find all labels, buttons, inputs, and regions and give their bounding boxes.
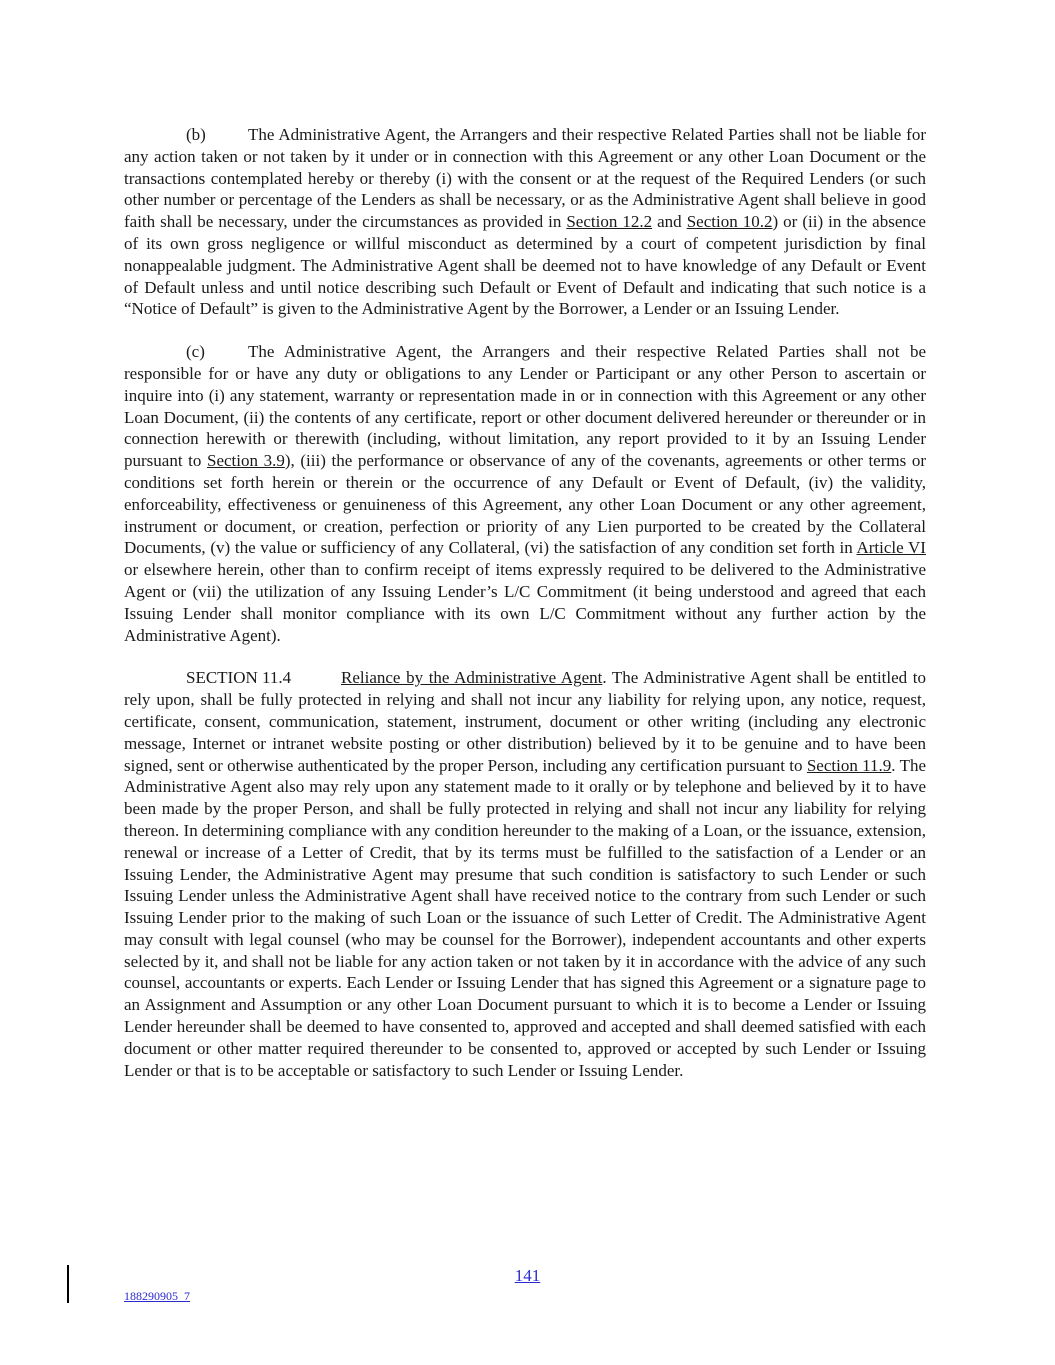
cross-ref-section-11-9: Section 11.9	[806, 755, 892, 775]
paragraph-b-label: (b)	[186, 125, 206, 144]
paragraph-b	[124, 124, 926, 320]
paragraph-c	[124, 341, 926, 646]
paragraph-b-text-2: and	[652, 212, 687, 232]
paragraph-c-text-1: The Administrative Agent, the Arrangers and their respective Related Parties shall not be responsible for or have any duty or obligations to any Lender or Participant or any other Person to ascertain or inquire into (i) any statement, warranty or representation made in or in connection with this Agreement or any other Loan Document, (ii) the contents of any certificate, report or other document delivered hereunder or thereunder or in connection herewith or therewith (including, without limitation, any report provided to it by an Issuing Lender pursuant to	[124, 342, 926, 471]
paragraph-c-text-2: ), (iii) the performance or observance of any of the covenants, agreements or other terms or conditions set forth herein or therein or the occurrence of any Default or Event of Default, (iv) the validity, enforceability, effectiveness or genuineness of this Agreement, any other Loan Document or any other agreement, instrument or document, or creation, perfection or priority of any Lien purported to be created by the Collateral Documents, (v) the value or sufficiency of any Collateral, (vi) the satisfaction of any condition set forth in	[124, 451, 926, 558]
paragraph-c-text-3: or elsewhere herein, other than to confirm receipt of items expressly required to be delivered to the Administrative Agent or (vii) the utilization of any Issuing Lender’s L/C Commitment (it being understood and agreed that each Issuing Lender shall monitor compliance with its own L/C Commitment without any further action by the Administrative Agent).	[124, 560, 926, 645]
section-11-4-heading: Reliance by the Administrative Agent	[341, 668, 603, 688]
section-11-4	[124, 667, 926, 1081]
document-body	[124, 124, 926, 1102]
paragraph-b-text-1: The Administrative Agent, the Arrangers and their respective Related Parties shall not be liable for any action taken or not taken by it under or in connection with this Agreement or any other Loan Document or the transactions contemplated hereby or thereby (i) with the consent or at the request of the Required Lenders (or such other number or percentage of the Lenders as shall be necessary, or as the Administrative Agent shall believe in good faith shall be necessary, under the circumstances as provided in	[124, 125, 926, 232]
cross-ref-section-3-9: Section 3.9	[207, 451, 285, 471]
cross-ref-section-12-2: Section 12.2	[566, 212, 653, 232]
document-id[interactable]: 188290905_7	[124, 1289, 190, 1303]
section-11-4-text-1: . The Administrative Agent shall be entitled to rely upon, shall be fully protected in relying and shall not incur any liability for relying upon, any notice, request, certificate, consent, communication, statement, instrument, document or other writing (including any electronic message, Internet or intranet website posting or other distribution) believed by it to be genuine and to have been signed, sent or otherwise authenticated by the proper Person, including any certification pursuant to	[124, 668, 927, 775]
section-11-4-label: SECTION 11.4	[186, 668, 292, 688]
page-number[interactable]: 141	[514, 1266, 541, 1285]
paragraph-b-text-3: ) or (ii) in the absence of its own gross negligence or willful misconduct as determined by a court of competent jurisdiction by final nonappealable judgment. The Administrative Agent shall be deemed not to have knowledge of any Default or Event of Default unless and until notice describing such Default or Event of Default and indicating that such notice is a “Notice of Default” is given to the Administrative Agent by the Borrower, a Lender or an Issuing Lender.	[124, 212, 926, 319]
cross-ref-section-10-2: Section 10.2	[686, 212, 773, 232]
paragraph-c-label: (c)	[186, 342, 205, 362]
section-11-4-text-2: . The Administrative Agent also may rely upon any statement made to it orally or by telephone and believed by it to have been made by the proper Person, and shall be fully protected in relying and shall not incur any liability for relying thereon. In determining compliance with any condition hereunder to the making of a Loan, or the issuance, extension, renewal or increase of a Letter of Credit, that by its terms must be fulfilled to the satisfaction of a Lender or an Issuing Lender, the Administrative Agent may presume that such condition is satisfactory to such Lender or such Issuing Lender unless the Administrative Agent shall have received notice to the contrary from such Lender or such Issuing Lender prior to the making of such Loan or the issuance of such Letter of Credit. The Administrative Agent may consult with legal counsel (who may be counsel for the Borrower), independent accountants and other experts selected by it, and shall not be liable for any action taken or not taken by it in accordance with the advice of any such counsel, accountants or experts. Each Lender or Issuing Lender that has signed this Agreement or a signature page to an Assignment and Assumption or any other Loan Document pursuant to which it is to become a Lender or Issuing Lender hereunder shall be deemed to have consented to, approved and accepted and shall deemed satisfied with each document or other matter required thereunder to be consented to, approved or accepted by such Lender or Issuing Lender or that is to be acceptable or satisfactory to such Lender or Issuing Lender.	[124, 755, 927, 1080]
cross-ref-article-vi: Article VI	[856, 538, 926, 558]
